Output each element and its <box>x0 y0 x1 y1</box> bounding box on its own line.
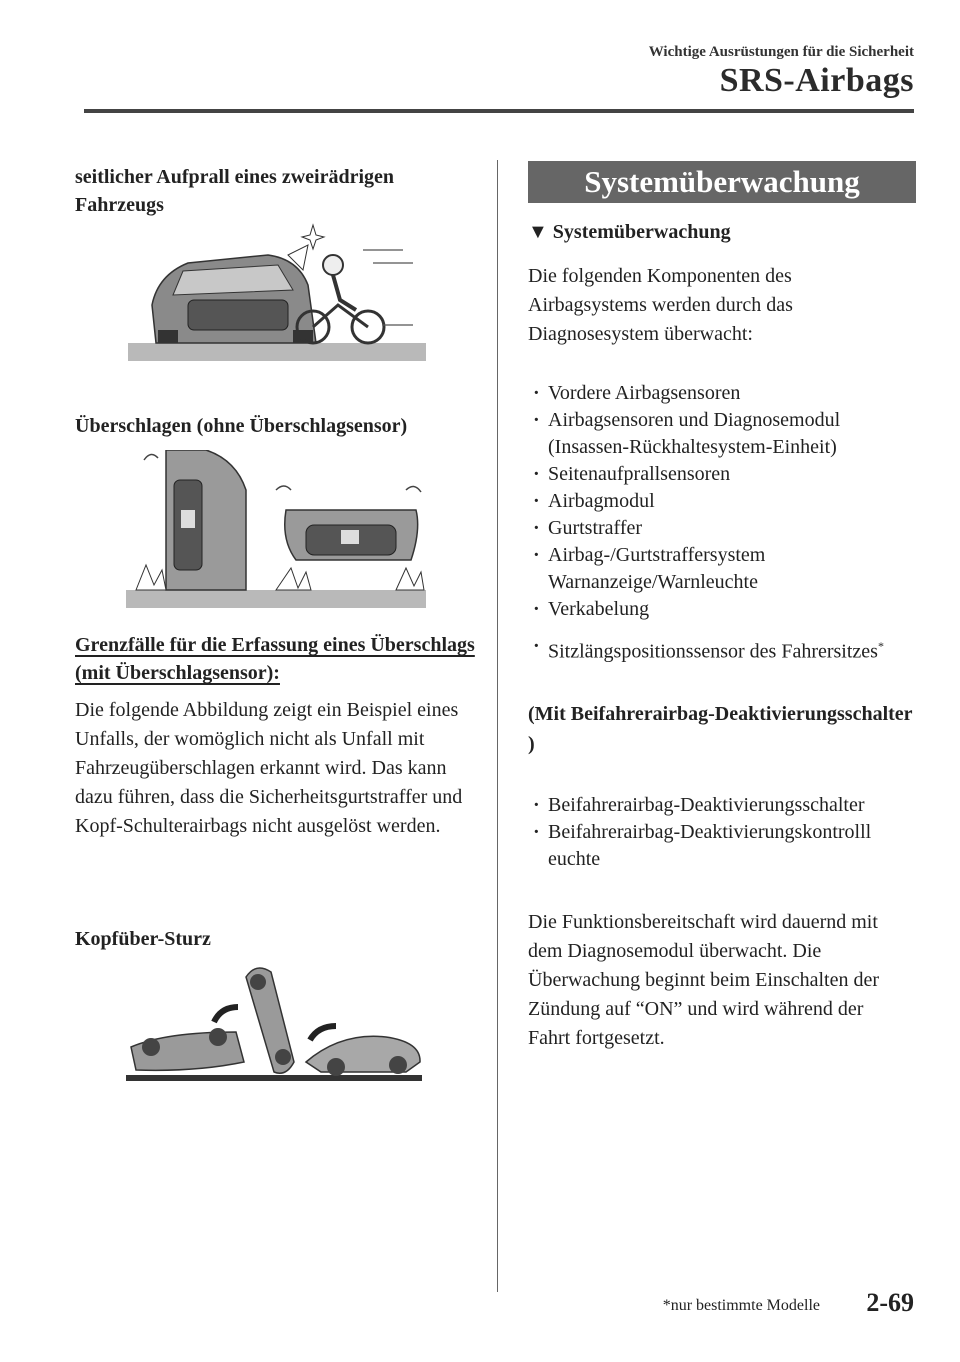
list-item: · Airbag-/Gurtstraffersystem Warnanzeige/Warnleuchte <box>528 542 913 596</box>
list-item: · Verkabelung <box>528 596 913 623</box>
illustration-motorcycle-impact <box>128 215 426 365</box>
heading-flip: Kopfüber-Sturz <box>75 928 211 950</box>
seat-sensor-list <box>528 633 913 666</box>
switch-list <box>528 792 913 873</box>
heading-rollover: Überschlagen (ohne Überschlagsensor) <box>75 415 408 437</box>
heading-side-impact: seitlicher Aufprall eines zweirädrigen Fahrzeugs <box>75 166 395 216</box>
header-rule <box>84 109 914 113</box>
list-item: · Beifahrerairbag-Deaktivierungsschalter <box>528 792 913 819</box>
paragraph-outro: Die Funktionsbereitschaft wird dauernd mit dem Diagnosemodul überwacht. Die Überwachung beginnt beim Einschalten der Zündung auf “ON” und wird während der Fahrt fortgesetzt. <box>528 911 879 1049</box>
footnote-marker: * <box>877 639 884 653</box>
list-item <box>528 633 913 666</box>
heading-limits: Grenzfälle für die Erfassung eines Überschlags (mit Überschlagsensor): <box>75 634 475 684</box>
heading-with-switch: (Mit Beifahrerairbag-Deaktivierungsschalter ) <box>528 703 913 755</box>
list-item: · Beifahrerairbag-Deaktivierungskontrolll euchte <box>528 819 913 873</box>
component-list <box>528 380 913 623</box>
illustration-flip <box>126 962 422 1084</box>
list-item: · Airbagmodul <box>528 488 913 515</box>
subheading <box>528 218 908 246</box>
list-item: · Gurtstraffer <box>528 515 913 542</box>
chapter-title: SRS-Airbags <box>719 62 914 99</box>
list-item: · Seitenaufprallsensoren <box>528 461 913 488</box>
seat-sensor-label: Sitzlängspositionssensor des Fahrersitzes <box>548 640 878 663</box>
list-item: · Vordere Airbagsensoren <box>528 380 913 407</box>
illustration-rollover <box>126 450 426 610</box>
paragraph-intro: Die folgenden Komponenten des Airbagsystems werden durch das Diagnosesystem überwacht: <box>528 265 793 345</box>
footnote: *nur bestimmte Modelle <box>662 1297 820 1314</box>
section-box-title: Systemüberwachung <box>528 161 916 203</box>
subheading-label: Systemüberwachung <box>552 221 731 243</box>
paragraph-limits: Die folgende Abbildung zeigt ein Beispiel eines Unfalls, der womöglich nicht als Unfall mit Fahrzeugüberschlagen erkannt wird. Das kann dazu führen, dass die Sicherheitsgurtstraffer und Kopf-Schulterairbags nicht ausgelöst werden. <box>75 699 463 837</box>
triangle-marker-icon: ▼ <box>528 221 548 243</box>
column-divider <box>497 160 498 1292</box>
section-title: Wichtige Ausrüstungen für die Sicherheit <box>648 44 914 60</box>
list-item: · Airbagsensoren und Diagnosemodul (Insassen-Rückhaltesystem-Einheit) <box>528 407 913 461</box>
page-number: 2-69 <box>866 1288 914 1317</box>
